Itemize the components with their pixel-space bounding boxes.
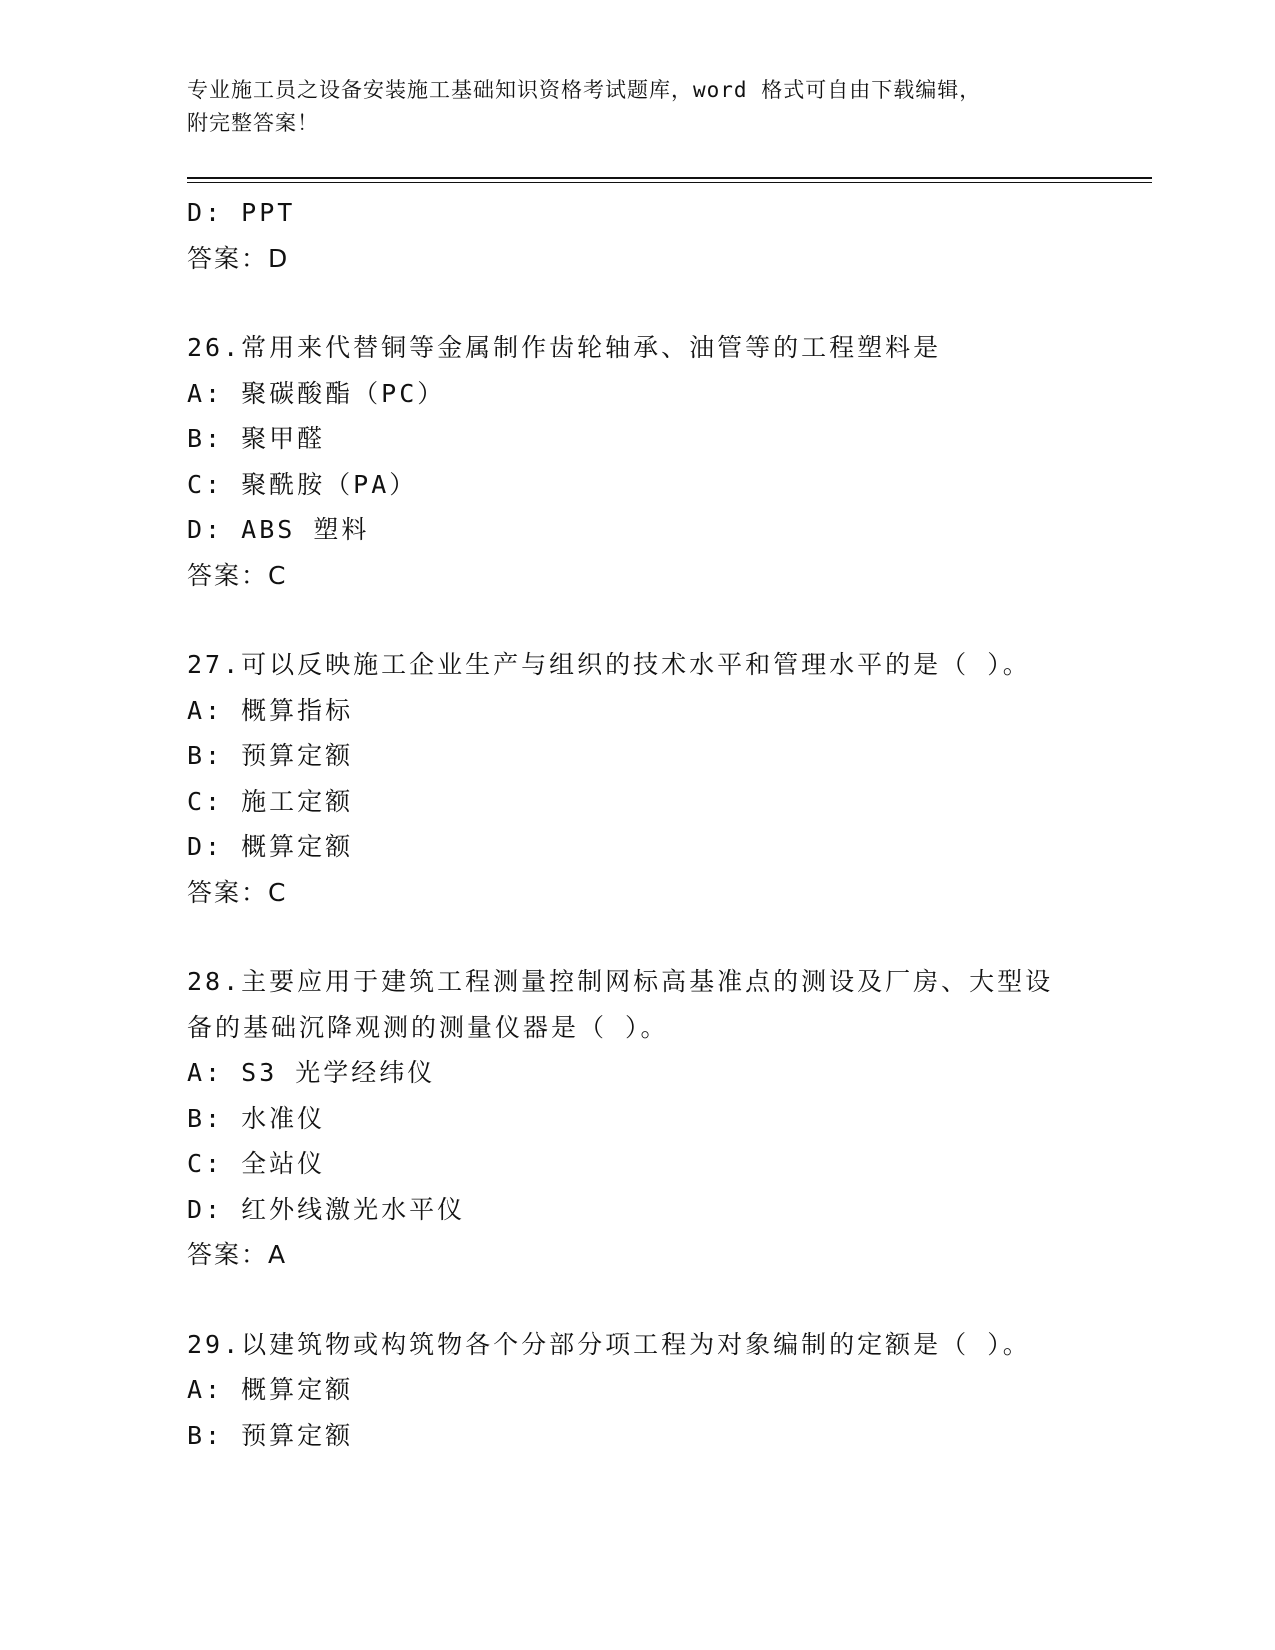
question-stem-line-2: 备的基础沉降观测的测量仪器是（ ）。 [187,1012,669,1042]
option-d: D: PPT [187,198,296,227]
question-26 [187,325,1107,598]
option-c: C: 全站仪 [187,1149,326,1178]
option-a: A: 概算定额 [187,1375,354,1404]
question-content [187,190,1107,1458]
question-27 [187,642,1107,915]
document-header [187,74,1067,140]
question-stem: 26.常用来代替铜等金属制作齿轮轴承、油管等的工程塑料是 [187,333,942,362]
previous-question-tail [187,190,1107,281]
option-c: C: 施工定额 [187,786,354,816]
header-divider-thick [187,177,1152,179]
option-a: A: S3 光学经纬仪 [187,1058,436,1087]
question-stem-line-1: 28.主要应用于建筑工程测量控制网标高基准点的测设及厂房、大型设 [187,967,1054,996]
option-d: D: ABS 塑料 [187,515,370,544]
option-d: D: 红外线激光水平仪 [187,1194,466,1224]
answer-line: 答案：A [187,1240,288,1269]
header-line-1: 专业施工员之设备安装施工基础知识资格考试题库，word 格式可自由下载编辑， [187,78,982,102]
answer-line: 答案：C [187,877,288,907]
question-28 [187,959,1107,1278]
answer-line: 答案：C [187,560,288,590]
option-b: B: 水准仪 [187,1103,326,1133]
option-d: D: 概算定额 [187,832,354,861]
header-line-2: 附完整答案！ [187,111,319,135]
option-b: B: 预算定额 [187,741,354,770]
header-divider-thin [187,182,1152,183]
question-stem: 27.可以反映施工企业生产与组织的技术水平和管理水平的是（ ）。 [187,650,1031,679]
question-stem: 29.以建筑物或构筑物各个分部分项工程为对象编制的定额是（ ）。 [187,1329,1031,1359]
option-b: B: 预算定额 [187,1420,354,1450]
option-b: B: 聚甲醛 [187,424,326,453]
option-a: A: 概算指标 [187,695,354,725]
question-29 [187,1322,1107,1459]
answer-line: 答案：D [187,243,290,273]
option-a: A: 聚碳酸酯（PC） [187,378,446,408]
option-c: C: 聚酰胺（PA） [187,469,418,499]
